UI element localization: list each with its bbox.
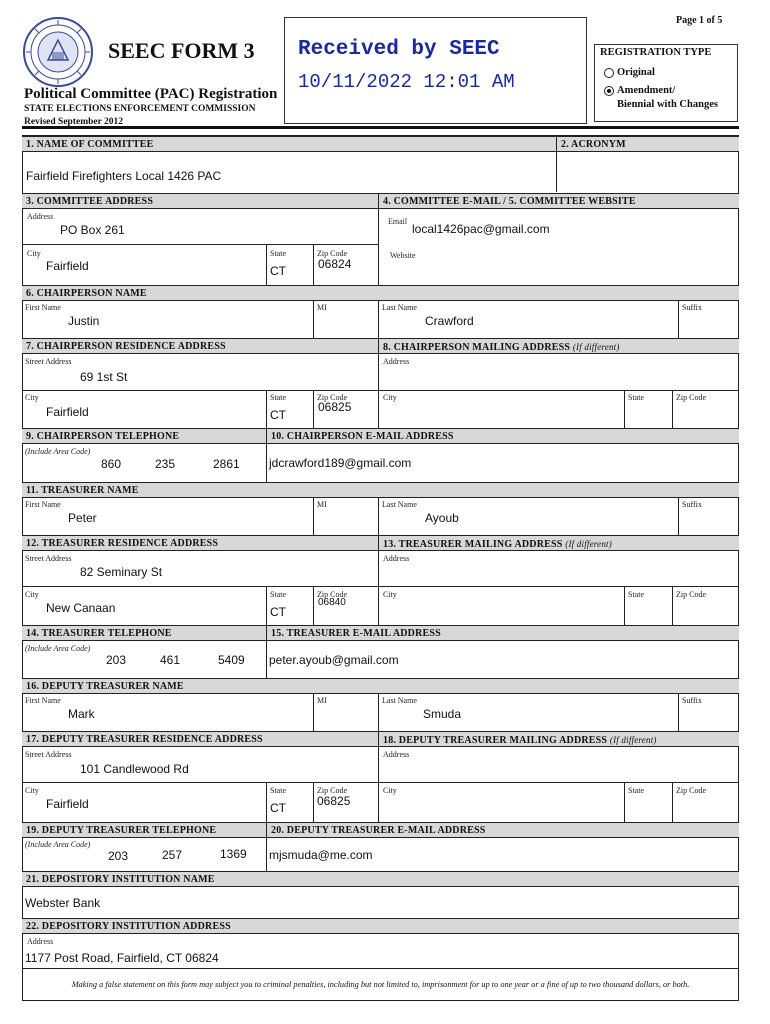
divider: [556, 136, 557, 192]
first-name-label: First Name: [25, 696, 61, 705]
deputy-zip-value[interactable]: 06825: [317, 794, 351, 808]
if-different-note: (If different): [609, 735, 657, 745]
divider: [22, 390, 739, 391]
chair-first-name-value[interactable]: Justin: [68, 314, 100, 328]
treasurer-zip-value[interactable]: 06840: [318, 597, 346, 608]
received-stamp-text: Received by SEEC: [298, 38, 500, 61]
section-header-treasurer-mailing-text: 13. TREASURER MAILING ADDRESS: [383, 539, 563, 550]
first-name-label: First Name: [25, 303, 61, 312]
mailing-city-label: City: [383, 590, 397, 599]
committee-address-value[interactable]: PO Box 261: [60, 223, 125, 237]
email-label: Email: [388, 217, 408, 226]
seal-icon: [22, 16, 94, 88]
divider: [678, 694, 679, 731]
address-label: Address: [27, 937, 54, 946]
mi-label: MI: [317, 303, 327, 312]
treasurer-phone-area[interactable]: 203: [106, 653, 127, 667]
chair-state-value[interactable]: CT: [270, 408, 286, 422]
divider: [313, 498, 314, 535]
divider: [266, 822, 267, 871]
divider: [378, 193, 379, 285]
deputy-state-value[interactable]: CT: [270, 801, 286, 815]
city-label: City: [27, 249, 41, 258]
committee-name-value[interactable]: Fairfield Firefighters Local 1426 PAC: [26, 169, 222, 183]
divider: [672, 586, 673, 625]
divider: [678, 498, 679, 535]
received-stamp-date: 10/11/2022 12:01 AM: [298, 71, 515, 93]
section-header-deputy-residence: 17. DEPUTY TREASURER RESIDENCE ADDRESS: [22, 731, 739, 747]
chair-last-name-value[interactable]: Crawford: [425, 314, 474, 328]
mailing-state-label: State: [628, 393, 644, 402]
divider: [378, 498, 379, 535]
deputy-last-name-value[interactable]: Smuda: [423, 707, 462, 721]
divider: [378, 535, 379, 625]
divider: [624, 390, 625, 428]
mailing-state-label: State: [628, 786, 644, 795]
section-header-chair-mailing-text: 8. CHAIRPERSON MAILING ADDRESS: [383, 342, 571, 353]
treasurer-phone-line[interactable]: 5409: [218, 653, 245, 667]
divider: [313, 244, 314, 285]
treasurer-email-value[interactable]: peter.ayoub@gmail.com: [269, 653, 399, 667]
mailing-address-label: Address: [383, 357, 410, 366]
chair-phone-prefix[interactable]: 235: [155, 457, 176, 471]
divider: [624, 586, 625, 625]
deputy-phone-line[interactable]: 1369: [220, 847, 247, 861]
radio-amendment[interactable]: [604, 86, 614, 96]
deputy-city-value[interactable]: Fairfield: [46, 797, 89, 811]
section-header-depository-name: 21. DEPOSITORY INSTITUTION NAME: [22, 871, 739, 887]
mailing-zip-label: Zip Code: [676, 393, 706, 402]
divider: [22, 586, 739, 587]
divider: [266, 244, 267, 285]
deputy-email-value[interactable]: mjsmuda@me.com: [269, 848, 373, 862]
city-label: City: [25, 786, 39, 795]
radio-original-label: Original: [617, 67, 655, 78]
city-label: City: [25, 590, 39, 599]
radio-amendment-label-2: Biennial with Changes: [617, 99, 718, 110]
section-header-treasurer-telephone: 14. TREASURER TELEPHONE: [22, 625, 739, 641]
registration-type-title: REGISTRATION TYPE: [600, 47, 712, 58]
committee-city-value[interactable]: Fairfield: [46, 259, 89, 273]
state-label: State: [270, 249, 286, 258]
zip-label: Zip Code: [317, 249, 347, 258]
treasurer-street-value[interactable]: 82 Seminary St: [80, 565, 163, 579]
divider: [266, 586, 267, 625]
section-header-chair-telephone: 9. CHAIRPERSON TELEPHONE: [22, 428, 739, 444]
section-header-deputy-mailing-text: 18. DEPUTY TREASURER MAILING ADDRESS: [383, 735, 608, 746]
committee-state-value[interactable]: CT: [270, 264, 286, 278]
divider: [624, 782, 625, 822]
section-header-deputy-email: 20. DEPUTY TREASURER E-MAIL ADDRESS: [266, 822, 739, 838]
radio-original[interactable]: [604, 68, 614, 78]
section-header-chairperson-name: 6. CHAIRPERSON NAME: [22, 285, 739, 301]
chair-street-value[interactable]: 69 1st St: [80, 370, 128, 384]
divider: [266, 782, 267, 822]
zip-label: Zip Code: [317, 393, 347, 402]
mailing-city-label: City: [383, 786, 397, 795]
divider: [22, 782, 739, 783]
treasurer-state-value[interactable]: CT: [270, 605, 286, 619]
chair-city-value[interactable]: Fairfield: [46, 405, 89, 419]
suffix-label: Suffix: [682, 303, 702, 312]
treasurer-last-name-value[interactable]: Ayoub: [425, 511, 459, 525]
form-title: SEEC FORM 3: [108, 38, 255, 63]
state-label: State: [270, 393, 286, 402]
divider: [22, 968, 739, 969]
committee-zip-value[interactable]: 06824: [318, 257, 352, 271]
divider: [313, 301, 314, 338]
radio-amendment-label: Amendment/: [617, 85, 676, 96]
city-label: City: [25, 393, 39, 402]
page-number: Page 1 of 5: [676, 15, 723, 26]
legal-warning: Making a false statement on this form may subject you to criminal penalties, including but not limited to, imprisonment for up to one year or a fine of up to two thousand dollars, or both.: [71, 980, 690, 989]
chair-zip-value[interactable]: 06825: [318, 400, 352, 414]
area-code-label: (Include Area Code): [25, 644, 91, 653]
website-label: Website: [390, 251, 416, 260]
first-name-label: First Name: [25, 500, 61, 509]
section-header-chair-email: 10. CHAIRPERSON E-MAIL ADDRESS: [266, 428, 739, 444]
section-header-committee-name: 1. NAME OF COMMITTEE: [22, 136, 739, 152]
mailing-zip-label: Zip Code: [676, 786, 706, 795]
section-header-chair-mailing: [378, 338, 739, 354]
mailing-city-label: City: [383, 393, 397, 402]
divider: [313, 694, 314, 731]
divider: [678, 301, 679, 338]
deputy-street-value[interactable]: 101 Candlewood Rd: [80, 762, 189, 776]
section-header-depository-address: 22. DEPOSITORY INSTITUTION ADDRESS: [22, 918, 739, 934]
chair-email-value[interactable]: jdcrawford189@gmail.com: [269, 456, 412, 470]
last-name-label: Last Name: [382, 303, 417, 312]
divider: [378, 301, 379, 338]
divider: [378, 694, 379, 731]
mailing-zip-label: Zip Code: [676, 590, 706, 599]
section-header-deputy-name: 16. DEPUTY TREASURER NAME: [22, 678, 739, 694]
mi-label: MI: [317, 500, 327, 509]
divider: [672, 782, 673, 822]
depository-address-value[interactable]: 1177 Post Road, Fairfield, CT 06824: [25, 951, 219, 965]
section-header-chair-residence: 7. CHAIRPERSON RESIDENCE ADDRESS: [22, 338, 739, 354]
divider: [266, 428, 267, 482]
divider: [672, 390, 673, 428]
suffix-label: Suffix: [682, 696, 702, 705]
address-label: Address: [27, 212, 54, 221]
section-header-deputy-telephone: 19. DEPUTY TREASURER TELEPHONE: [22, 822, 739, 838]
street-address-label: Street Address: [25, 357, 72, 366]
treasurer-phone-prefix[interactable]: 461: [160, 653, 181, 667]
mailing-address-label: Address: [383, 750, 410, 759]
section-header-treasurer-email: 15. TREASURER E-MAIL ADDRESS: [266, 625, 739, 641]
section-header-committee-address: 3. COMMITTEE ADDRESS: [22, 193, 739, 209]
divider: [378, 731, 379, 822]
section-header-acronym: 2. ACRONYM: [556, 136, 739, 152]
mi-label: MI: [317, 696, 327, 705]
section-header-treasurer-residence: 12. TREASURER RESIDENCE ADDRESS: [22, 535, 739, 551]
street-address-label: Street Address: [25, 554, 72, 563]
street-address-label: Street Address: [25, 750, 72, 759]
area-code-label: (Include Area Code): [25, 447, 91, 456]
divider: [22, 244, 378, 245]
section-header-committee-email: 4. COMMITTEE E-MAIL / 5. COMMITTEE WEBSITE: [378, 193, 739, 209]
mailing-state-label: State: [628, 590, 644, 599]
form-subtitle: Political Committee (PAC) Registration: [24, 86, 278, 102]
deputy-first-name-value[interactable]: Mark: [68, 707, 95, 721]
divider: [313, 390, 314, 428]
divider: [313, 782, 314, 822]
header-rule: [22, 126, 739, 129]
area-code-label: (Include Area Code): [25, 840, 91, 849]
if-different-note: (If different): [572, 342, 620, 352]
deputy-phone-area[interactable]: 203: [108, 849, 129, 863]
revision-date: Revised September 2012: [24, 117, 124, 127]
deputy-phone-prefix[interactable]: 257: [162, 848, 183, 862]
last-name-label: Last Name: [382, 696, 417, 705]
state-label: State: [270, 590, 286, 599]
last-name-label: Last Name: [382, 500, 417, 509]
mailing-address-label: Address: [383, 554, 410, 563]
chair-phone-line[interactable]: 2861: [213, 457, 240, 471]
divider: [313, 586, 314, 625]
section-header-treasurer-mailing: [378, 535, 739, 551]
agency-name: STATE ELECTIONS ENFORCEMENT COMMISSION: [24, 104, 256, 114]
treasurer-city-value[interactable]: New Canaan: [46, 601, 116, 615]
divider: [266, 625, 267, 678]
zip-label: Zip Code: [317, 590, 347, 599]
treasurer-first-name-value[interactable]: Peter: [68, 511, 97, 525]
divider: [266, 390, 267, 428]
committee-email-value[interactable]: local1426pac@gmail.com: [412, 222, 550, 236]
section-header-deputy-mailing: [378, 731, 739, 747]
suffix-label: Suffix: [682, 500, 702, 509]
section-header-treasurer-name: 11. TREASURER NAME: [22, 482, 739, 498]
if-different-note: (If different): [565, 539, 612, 549]
state-label: State: [270, 786, 286, 795]
chair-phone-area[interactable]: 860: [101, 457, 122, 471]
zip-label: Zip Code: [317, 786, 347, 795]
divider: [378, 338, 379, 428]
depository-name-value[interactable]: Webster Bank: [25, 896, 101, 910]
